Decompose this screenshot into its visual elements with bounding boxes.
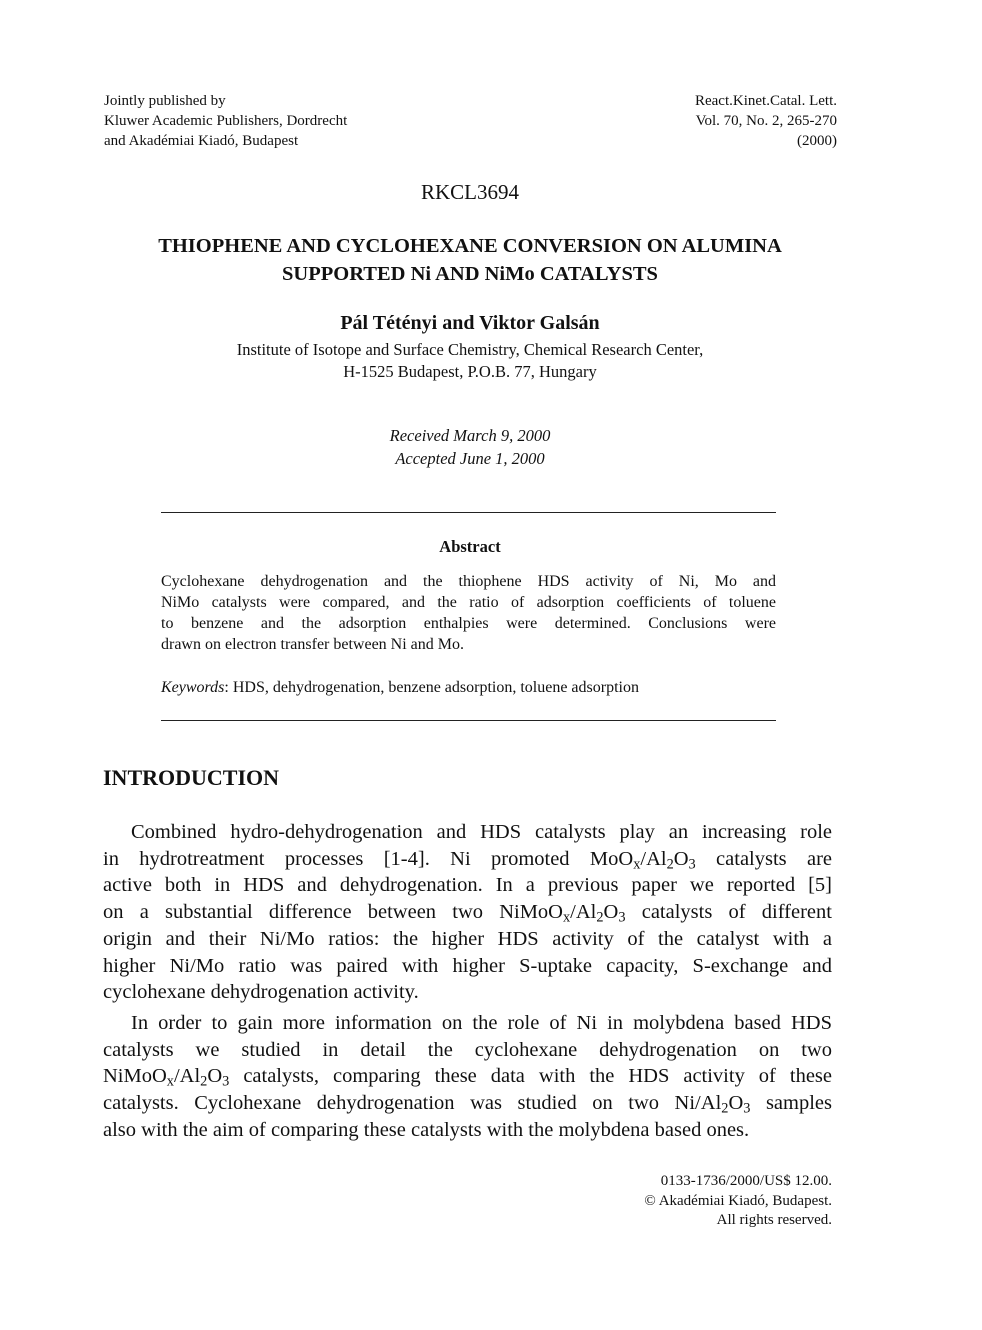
paragraph-line: on a substantial difference between two $NiMoO_x/Al_2O_3$ catalysts of different (103, 901, 832, 926)
paragraph-line: in hydrotreatment processes [1-4]. Ni promoted $MoO_x/Al_2O_3$ catalysts are (103, 847, 832, 873)
title-line: SUPPORTED Ni AND NiMo CATALYSTS (282, 263, 658, 285)
copyright-line: All rights reserved. (716, 1212, 832, 1228)
divider-bottom (161, 720, 776, 721)
keywords-label: Keywords (161, 679, 225, 696)
paragraph-line: catalysts we studied in detail the cyclohexane dehydrogenation on two (103, 1038, 832, 1061)
copyright-line: © Akadémiai Kiadó, Budapest. (644, 1192, 832, 1209)
abstract-text (161, 571, 776, 655)
paragraph-line: higher Ni/Mo ratio was paired with higher S-uptake capacity, S-exchange and (103, 954, 832, 977)
paragraph-line: catalysts. Cyclohexane dehydrogenation was studied on two $Ni/Al_2O_3$ samples (103, 1092, 832, 1117)
authors: Pál Tétényi and Viktor Galsán (340, 312, 600, 334)
title-line: THIOPHENE AND CYCLOHEXANE CONVERSION ON ALUMINA (158, 235, 782, 257)
abstract-line: to benzene and the adsorption enthalpies were determined. Conclusions were (161, 615, 776, 632)
paragraph-line: cyclohexane dehydrogenation activity. (103, 981, 419, 1004)
publisher-line: Jointly published by (104, 93, 226, 109)
abstract-line: NiMo catalysts were compared, and the ratio of adsorption coefficients of toluene (161, 594, 776, 611)
publisher-line: and Akadémiai Kiadó, Budapest (104, 133, 299, 149)
copyright-notice (644, 1172, 832, 1231)
paper-title (0, 232, 940, 288)
abstract-line: drawn on electron transfer between Ni and Mo. (161, 636, 464, 653)
introduction-paragraph-1 (103, 819, 832, 1006)
affiliation-line: Institute of Isotope and Surface Chemistry, Chemical Research Center, (236, 340, 704, 359)
publisher-info (104, 91, 347, 151)
article-code: RKCL3694 (420, 180, 519, 204)
citation-line: React.Kinet.Catal. Lett. (694, 93, 837, 109)
divider-top (161, 512, 776, 513)
dates (0, 424, 940, 470)
keywords (161, 679, 776, 697)
paragraph-line: also with the aim of comparing these catalysts with the molybdena based ones. (103, 1118, 750, 1141)
affiliation (0, 339, 940, 383)
introduction-heading: INTRODUCTION (103, 765, 280, 790)
citation-line: Vol. 70, No. 2, 265-270 (695, 113, 837, 129)
copyright-line: 0133-1736/2000/US$ 12.00. (660, 1173, 832, 1189)
abstract-line: Cyclohexane dehydrogenation and the thiophene HDS activity of Ni, Mo and (161, 573, 776, 590)
paragraph-line: active both in HDS and dehydrogenation. In a previous paper we reported [5] (103, 874, 832, 897)
paragraph-line: origin and their Ni/Mo ratios: the higher HDS activity of the catalyst with a (103, 927, 832, 950)
journal-citation (695, 91, 837, 151)
paragraph-line: Combined hydro-dehydrogenation and HDS catalysts play an increasing role (131, 821, 832, 843)
affiliation-line: H-1525 Budapest, P.O.B. 77, Hungary (343, 362, 597, 381)
received-date: Received March 9, 2000 (389, 426, 551, 445)
publisher-line: Kluwer Academic Publishers, Dordrecht (104, 113, 348, 129)
paragraph-line: $NiMoO_x/Al_2O_3$ catalysts, comparing these data with the HDS activity of these (103, 1065, 832, 1090)
abstract-heading: Abstract (439, 537, 501, 556)
keywords-list: : HDS, dehydrogenation, benzene adsorption, toluene adsorption (224, 679, 639, 696)
paragraph-line: In order to gain more information on the role of Ni in molybdena based HDS (131, 1012, 832, 1034)
citation-line: (2000) (797, 133, 837, 149)
introduction-paragraph-2 (103, 1010, 832, 1144)
accepted-date: Accepted June 1, 2000 (395, 449, 545, 468)
